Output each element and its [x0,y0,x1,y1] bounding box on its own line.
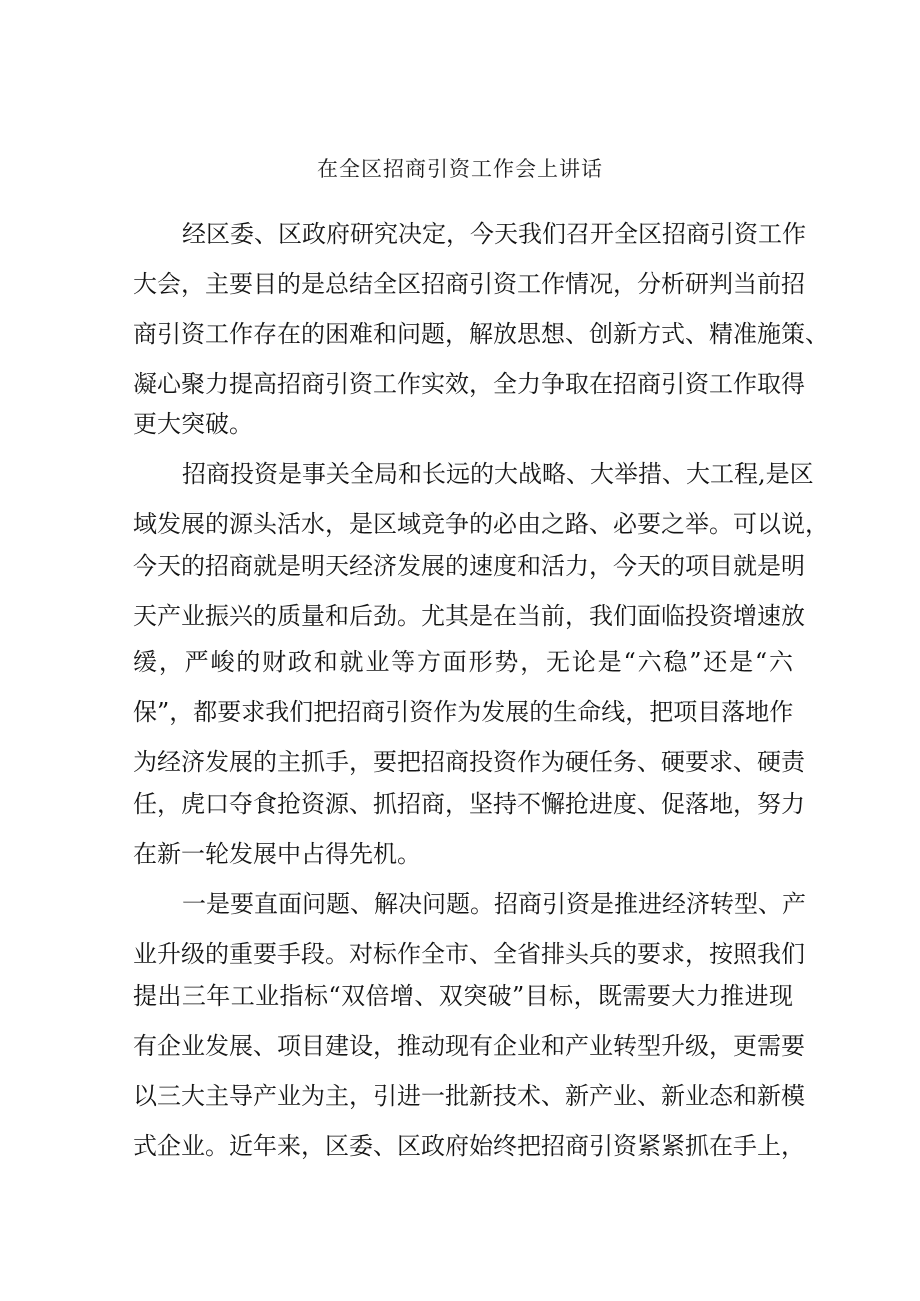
paragraph-2-line-1: 招商投资是事关全局和长远的大战略、大举措、大工程,是区 [182,460,814,488]
paragraph-3-line-2: 业升级的重要手段。对标作全市、全省排头兵的要求，按照我们 [133,940,805,968]
paragraph-2-line-7: 为经济发展的主抓手，要把招商投资作为硬任务、硬要求、硬责 [133,748,805,776]
paragraph-3-line-5: 以三大主导产业为主，引进一批新技术、新产业、新业态和新模 [133,1082,805,1110]
paragraph-2-line-9: 在新一轮发展中占得先机。 [133,840,421,868]
paragraph-3-line-3: 提出三年工业指标“双倍增、双突破”目标，既需要大力推进现 [133,982,793,1010]
paragraph-3-line-6: 式企业。近年来，区委、区政府始终把招商引资紧紧抓在手上， [133,1132,805,1160]
paragraph-2-line-2: 域发展的源头活水，是区域竞争的必由之路、必要之举。可以说， [133,510,829,538]
paragraph-1-line-2: 大会，主要目的是总结全区招商引资工作情况，分析研判当前招 [133,270,805,298]
paragraph-1-line-1: 经区委、区政府研究决定，今天我们召开全区招商引资工作 [182,220,806,248]
paragraph-2-line-5: 缓，严峻的财政和就业等方面形势，无论是“六稳”还是“六 [133,648,793,676]
paragraph-3-line-4: 有企业发展、项目建设，推动现有企业和产业转型升级，更需要 [133,1032,805,1060]
paragraph-2-line-6: 保”，都要求我们把招商引资作为发展的生命线，把项目落地作 [133,698,794,726]
paragraph-1-line-5: 更大突破。 [133,410,253,438]
document-title: 在全区招商引资工作会上讲话 [317,157,603,181]
paragraph-2-line-8: 任，虎口夺食抢资源、抓招商，坚持不懈抢进度、促落地，努力 [133,790,805,818]
paragraph-2-line-3: 今天的招商就是明天经济发展的速度和活力，今天的项目就是明 [133,552,805,580]
paragraph-3-line-1: 一是要直面问题、解决问题。招商引资是推进经济转型、产 [182,890,806,918]
paragraph-2-line-4: 天产业振兴的质量和后劲。尤其是在当前，我们面临投资增速放 [133,602,805,630]
paragraph-1-line-4: 凝心聚力提高招商引资工作实效，全力争取在招商引资工作取得 [133,370,805,398]
paragraph-1-line-3: 商引资工作存在的困难和问题，解放思想、创新方式、精准施策、 [133,320,829,348]
